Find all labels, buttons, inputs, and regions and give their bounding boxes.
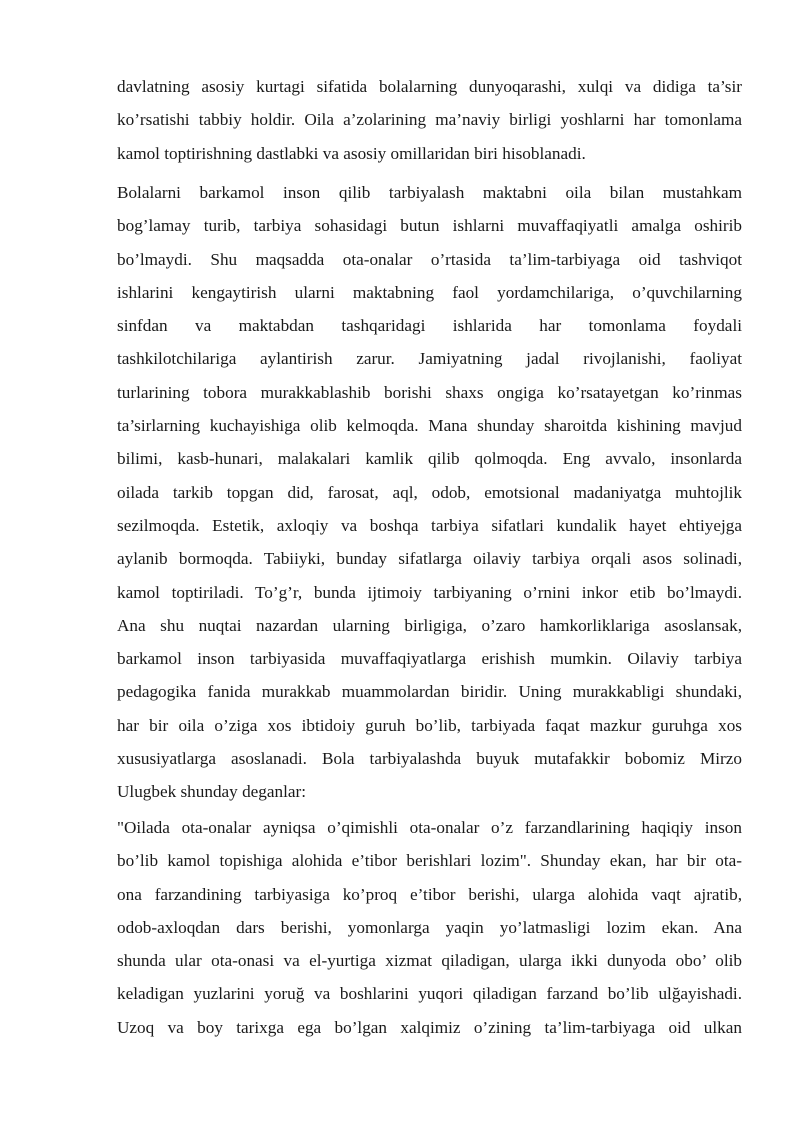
paragraph-line: Ulugbek shunday deganlar: — [117, 782, 307, 802]
paragraph-line: kamol toptiriladi. To’g’r, bunda ijtimoiy tarbiyaning o’rnini inkor etib bo’lmaydi. — [117, 582, 742, 602]
paragraph-line: "Oilada ota-onalar ayniqsa o’qimishli ota-onalar o’z farzandlarining haqiqiy inson — [117, 818, 742, 837]
paragraph-line: davlatning asosiy kurtagi sifatida bolalarning dunyoqarashi, xulqi va didiga ta’sir — [117, 77, 742, 96]
paragraph-3 — [117, 811, 742, 1044]
paragraph-line: turlarining tobora murakkablashib borishi shaxs ongiga ko’rsatayetgan ko’rinmas — [117, 382, 742, 402]
paragraph-line: keladigan yuzlarini yoruğ va boshlarini yuqori qiladigan farzand bo’lib ulğayishadi. — [117, 984, 742, 1004]
paragraph-line: aylanib bormoqda. Tabiiyki, bunday sifatlarga oilaviy tarbiya orqali asos solinadi, — [117, 549, 742, 569]
paragraph-line: ta’sirlarning kuchayishiga olib kelmoqda. Mana shunday sharoitda kishining mavjud — [117, 416, 742, 436]
paragraph-line: tashkilotchilariga aylantirish zarur. Jamiyatning jadal rivojlanishi, faoliyat — [117, 349, 742, 369]
paragraph-line: kamol toptirishning dastlabki va asosiy omillaridan biri hisoblanadi. — [117, 143, 586, 163]
paragraph-line: Bolalarni barkamol inson qilib tarbiyalash maktabni oila bilan mustahkam — [117, 183, 742, 202]
paragraph-line: ona farzandining tarbiyasiga ko’proq e’tibor berishi, ularga alohida vaqt ajratib, — [117, 884, 742, 904]
paragraph-line: ishlarini kengaytirish ularni maktabning faol yordamchilariga, o’quvchilarning — [117, 282, 742, 302]
paragraph-line: bo’lmaydi. Shu maqsadda ota-onalar o’rtasida ta’lim-tarbiyaga oid tashviqot — [117, 249, 742, 269]
paragraph-line: har bir oila o’ziga xos ibtidoiy guruh bo’lib, tarbiyada faqat mazkur guruhga xos — [117, 715, 742, 735]
paragraph-line: Uzoq va boy tarixga ega bo’lgan xalqimiz o’zining ta’lim-tarbiyaga oid ulkan — [117, 1017, 742, 1037]
paragraph-line: barkamol inson tarbiyasida muvaffaqiyatlarga erishish mumkin. Oilaviy tarbiya — [117, 649, 742, 669]
paragraph-line: xususiyatlarga asoslanadi. Bola tarbiyalashda buyuk mutafakkir bobomiz Mirzo — [117, 749, 742, 769]
paragraph-line: Ana shu nuqtai nazardan ularning birligiga, o’zaro hamkorliklariga asoslansak, — [117, 615, 742, 635]
paragraph-line: sezilmoqda. Estetik, axloqiy va boshqa tarbiya sifatlari kundalik hayet ehtiyejga — [117, 515, 742, 535]
paragraph-line: pedagogika fanida murakkab muammolardan biridir. Uning murakkabligi shundaki, — [117, 682, 742, 702]
paragraph-line: odob-axloqdan dars berishi, yomonlarga yaqin yo’latmasligi lozim ekan. Ana — [117, 917, 742, 937]
paragraph-line: ko’rsatishi tabbiy holdir. Oila a’zolarining ma’naviy birligi yoshlarni har tomonlama — [117, 110, 742, 130]
paragraph-line: bo’lib kamol topishiga alohida e’tibor berishlari lozim". Shunday ekan, har bir ota- — [117, 851, 742, 871]
paragraph-line: sinfdan va maktabdan tashqaridagi ishlarida har tomonlama foydali — [117, 316, 742, 336]
paragraph-2 — [117, 176, 742, 809]
paragraph-line: bilimi, kasb-hunari, malakalari kamlik qilib qolmoqda. Eng avvalo, insonlarda — [117, 449, 742, 469]
paragraph-line: shunda ular ota-onasi va el-yurtiga xizmat qiladigan, ularga ikki dunyoda obo’ olib — [117, 951, 742, 971]
paragraph-1 — [117, 70, 742, 170]
paragraph-line: bog’lamay turib, tarbiya sohasidagi butun ishlarni muvaffaqiyatli amalga oshirib — [117, 216, 742, 236]
paragraph-line: oilada tarkib topgan did, farosat, aql, odob, emotsional madaniyatga muhtojlik — [117, 482, 742, 502]
